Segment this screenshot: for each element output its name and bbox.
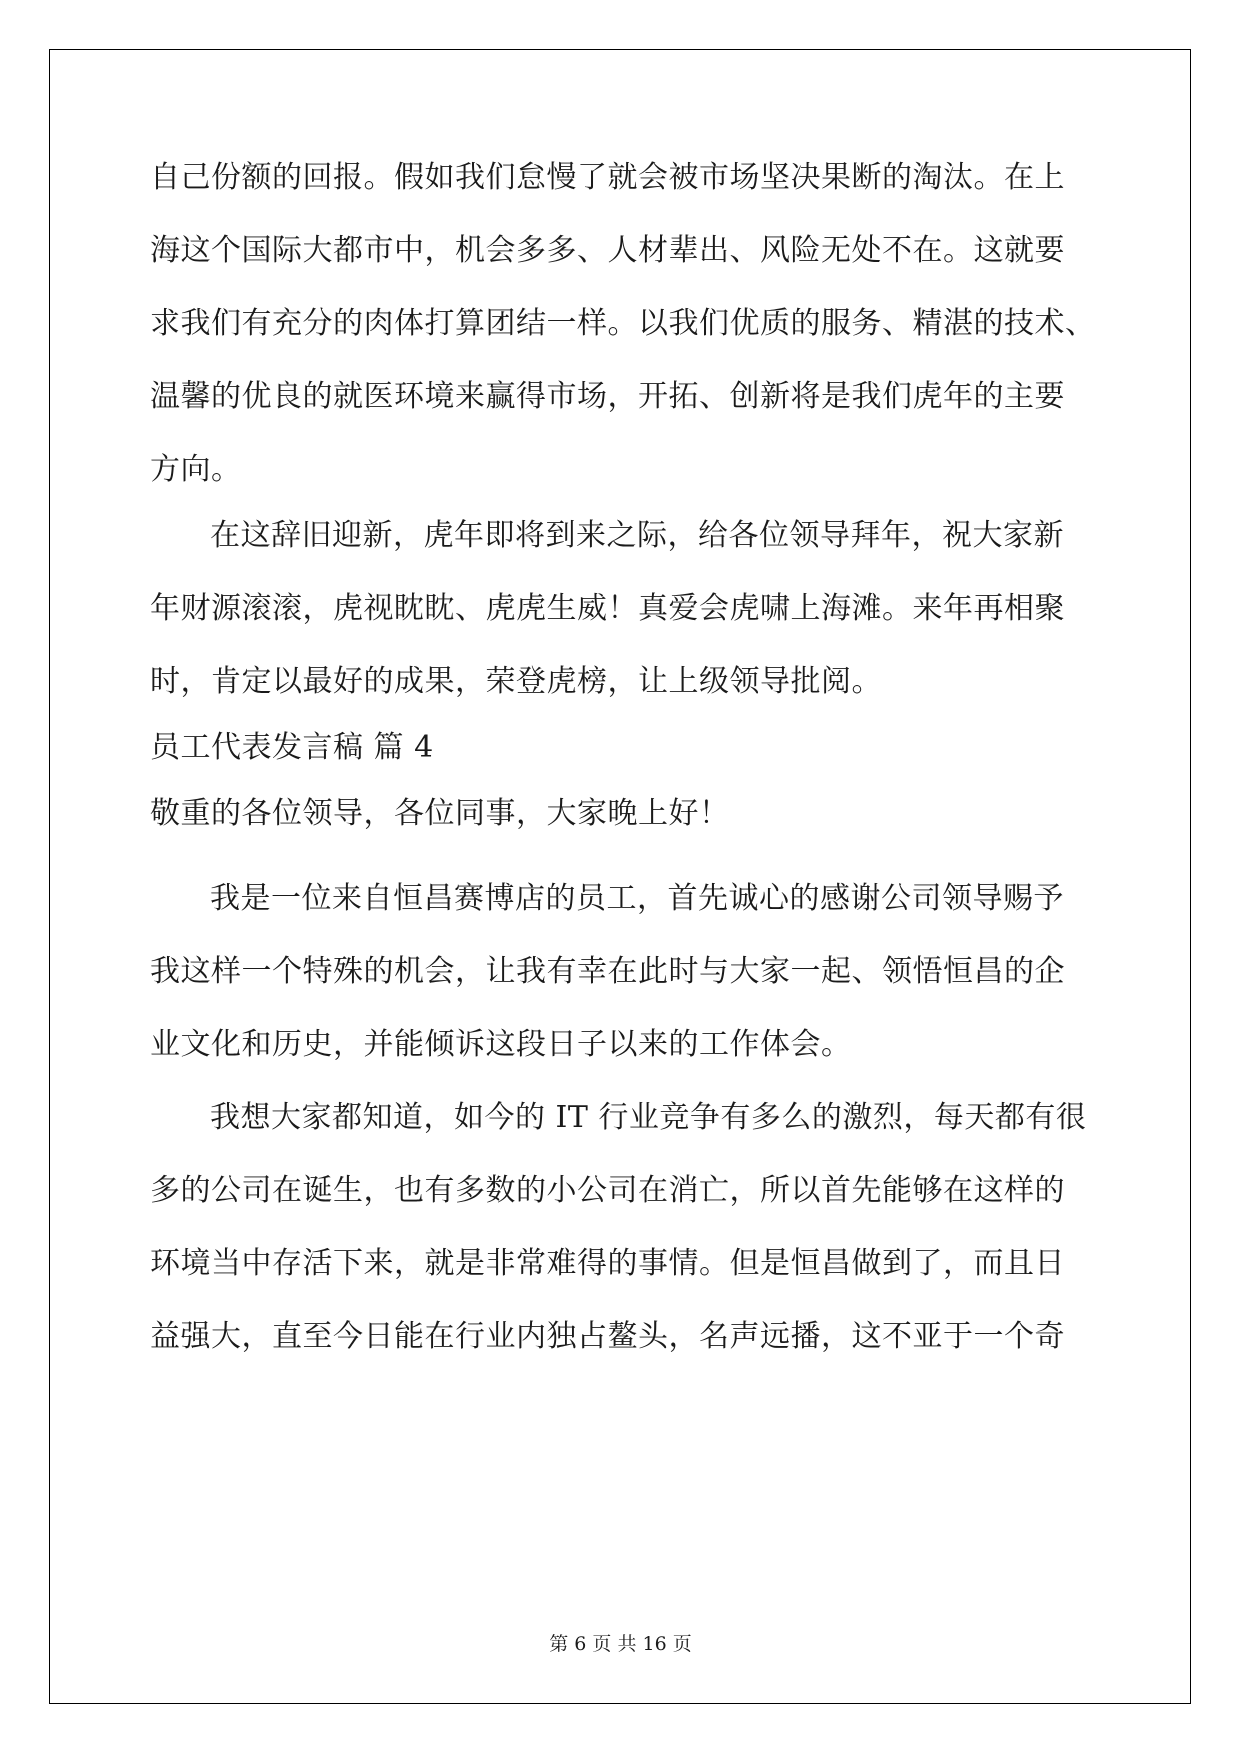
text-line: 多的公司在诞生，也有多数的小公司在消亡，所以首先能够在这样的 (150, 1173, 1065, 1208)
text-line: 益强大，直至今日能在行业内独占鳌头，名声远播，这不亚于一个奇 (150, 1319, 1065, 1354)
text-line: 温馨的优良的就医环境来赢得市场，开拓、创新将是我们虎年的主要 (150, 379, 1065, 414)
text-line: 时，肯定以最好的成果，荣登虎榜，让上级领导批阅。 (150, 664, 882, 699)
text-line: 海这个国际大都市中，机会多多、人材辈出、风险无处不在。这就要 (150, 233, 1065, 268)
page-number-footer: 第 6 页 共 16 页 (549, 1633, 692, 1655)
paragraph-first-line: 在这辞旧迎新，虎年即将到来之际，给各位领导拜年，祝大家新 (210, 518, 1064, 553)
paragraph-first-line: 我想大家都知道，如今的 IT 行业竞争有多么的激烈，每天都有很 (210, 1100, 1087, 1135)
page-border (49, 49, 1191, 1704)
paragraph-first-line: 我是一位来自恒昌赛博店的员工，首先诚心的感谢公司领导赐予 (210, 881, 1064, 916)
text-line: 我这样一个特殊的机会，让我有幸在此时与大家一起、领悟恒昌的企 (150, 954, 1065, 989)
text-line: 方向。 (150, 452, 242, 487)
salutation: 敬重的各位领导，各位同事，大家晚上好！ (150, 796, 730, 831)
text-line: 环境当中存活下来，就是非常难得的事情。但是恒昌做到了，而且日 (150, 1246, 1065, 1281)
text-line: 求我们有充分的肉体打算团结一样。以我们优质的服务、精湛的技术、 (150, 306, 1096, 341)
text-line: 自己份额的回报。假如我们怠慢了就会被市场坚决果断的淘汰。在上 (150, 160, 1065, 195)
section-heading: 员工代表发言稿 篇 4 (150, 730, 434, 765)
text-line: 业文化和历史，并能倾诉这段日子以来的工作体会。 (150, 1027, 852, 1062)
text-line: 年财源滚滚，虎视眈眈、虎虎生威！真爱会虎啸上海滩。来年再相聚 (150, 591, 1065, 626)
